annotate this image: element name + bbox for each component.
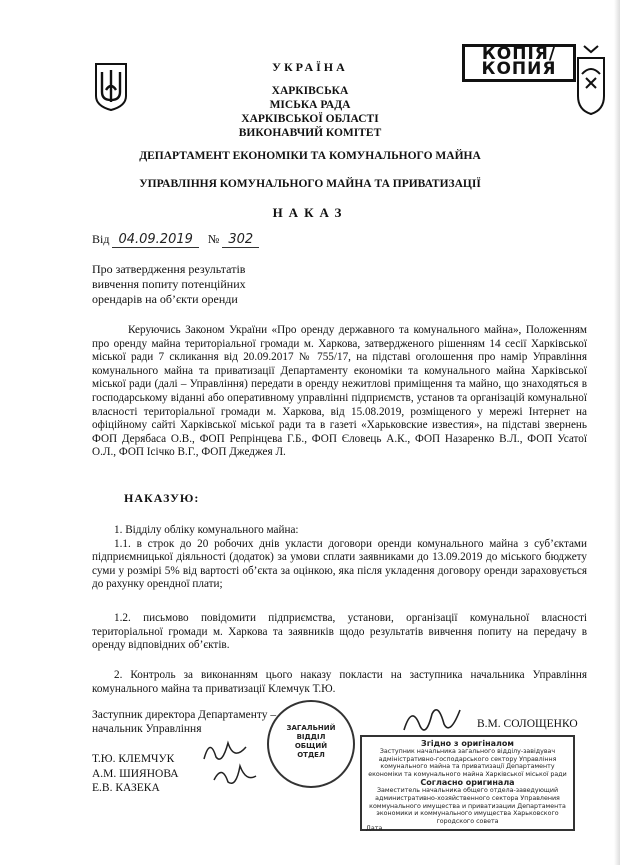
date-prefix: Від	[92, 232, 110, 246]
document-type: НАКАЗ	[272, 205, 348, 220]
item-2: 2. Контроль за виконанням цього наказу покласти на заступника начальника Управління комунального майна та приватизації Клемчук Т.Ю.	[92, 669, 587, 695]
position-line: начальник Управління	[92, 723, 202, 735]
stamp-text-ua: Заступник начальника загального відділу-завідувач адміністративно-господарського сектору Управління комунального майна та приватизації Департаменту економіки та комунального майна Харківської міської ради	[368, 748, 567, 778]
signatory-position	[92, 708, 276, 736]
number-prefix: №	[207, 232, 220, 246]
country-title: УКРАЇНА	[272, 60, 348, 74]
signatory-name: В.М. СОЛОЩЕНКО	[477, 718, 578, 730]
item-1-2: 1.2. письмово повідомити підприємства, установи, організації комунальної власності територіальної громади м. Харкова та заявників щодо результатів вивчення попиту на передачу в оренду відповідних об’єктів.	[92, 612, 587, 652]
org-line: ВИКОНАВЧИЙ КОМІТЕТ	[238, 127, 382, 139]
stamp-date-label: Дата	[366, 825, 383, 833]
approver-name: Т.Ю. КЛЕМЧУК	[92, 753, 175, 765]
stamp-heading-ru: Согласно оригинала	[420, 778, 515, 788]
approvers-list	[92, 752, 179, 796]
position-line: Заступник директора Департаменту –	[92, 709, 277, 721]
handwritten-number: 302	[222, 232, 259, 248]
org-line: ХАРКІВСЬКОЇ ОБЛАСТІ	[241, 113, 379, 125]
signature-scribble-main	[400, 700, 470, 740]
item-1-title: 1. Відділу обліку комунального майна:	[114, 524, 299, 536]
organization-block	[0, 84, 620, 140]
approver-name: А.М. ШИЯНОВА	[92, 767, 179, 780]
copy-stamp-line-2: КОПИЯ	[481, 59, 557, 79]
document-subject	[92, 262, 246, 307]
copy-stamp-line-1: КОПІЯ/	[481, 44, 557, 64]
handwritten-date: 04.09.2019	[112, 232, 198, 248]
org-line: МІСЬКА РАДА	[269, 99, 351, 111]
stamp-text-ru: Заместитель начальника общего отдела-заведующий административно-хозяйственного сектора Управления коммунального имущества и приватизации Департамента экономики и коммунального имущества Харьковского городского совета	[369, 787, 566, 825]
subject-line: Про затвердження результатів	[92, 262, 246, 276]
department-title: ДЕПАРТАМЕНТ ЕКОНОМІКИ ТА КОМУНАЛЬНОГО МАЙНА	[139, 150, 481, 162]
certified-copy-stamp	[360, 735, 575, 831]
round-stamp-text: ЗАГАЛЬНИЙ ВІДДІЛ ОБЩИЙ ОТДЕЛ	[286, 724, 336, 759]
order-heading: НАКАЗУЮ:	[124, 491, 200, 505]
signature-scribble-2	[210, 760, 260, 790]
item-1-block	[92, 524, 587, 592]
item-1-1: 1.1. в строк до 20 робочих днів укласти договори оренди комунального майна з суб’єктами підприємницької діяльності (додаток) за умови сплати заявниками до 13.09.2019 до міського бюджету суми у розмірі 5% від вартості об’єкта за оцінкою, яка після укладення договору оренди зараховується до рахунку орендної плати;	[92, 537, 587, 591]
approver-name: Е.В. КАЗЕКА	[92, 782, 160, 794]
stamp-heading-ua: Згідно з оригіналом	[421, 739, 514, 748]
org-line: ХАРКІВСЬКА	[271, 85, 349, 97]
preamble-paragraph: Керуючись Законом України «Про оренду державного та комунального майна», Положенням про оренду майна територіальної громади м. Харкова, затвердженого рішенням 14 сесії Харківської міської ради 7 скликання від 20.09.2017 № 755/17, на підставі оголошення про намір Управління комунального майна та приватизації Департаменту економіки та комунального майна Харківської міської ради (далі – Управління) передати в оренду нежитлові приміщення та майно, що знаходяться в господарському віданні або оперативному управлінні підприємств, установ та організацій комунальної власності територіальної громади м. Харкова, від 15.08.2019, розміщеного у мережі Інтернет на офіційному сайті Харківської міської ради та в газеті «Харьковские известия», на підставі звернень ФОП Дерябаса О.В., ФОП Репрінцева Г.Б., ФОП Єловець А.К., ФОП Назаренко В.Л., ФОП Усатої О.Л., ФОП Ісічко В.Г., ФОП Джеджея Л.	[92, 324, 587, 459]
directorate-title: УПРАВЛІННЯ КОМУНАЛЬНОГО МАЙНА ТА ПРИВАТИЗАЦІЇ	[139, 178, 481, 190]
subject-line: орендарів на об’єкти оренди	[92, 292, 238, 306]
round-office-stamp	[267, 700, 355, 788]
subject-line: вивчення попиту потенційних	[92, 277, 246, 291]
scan-edge	[614, 0, 620, 865]
date-number-row	[92, 232, 259, 247]
